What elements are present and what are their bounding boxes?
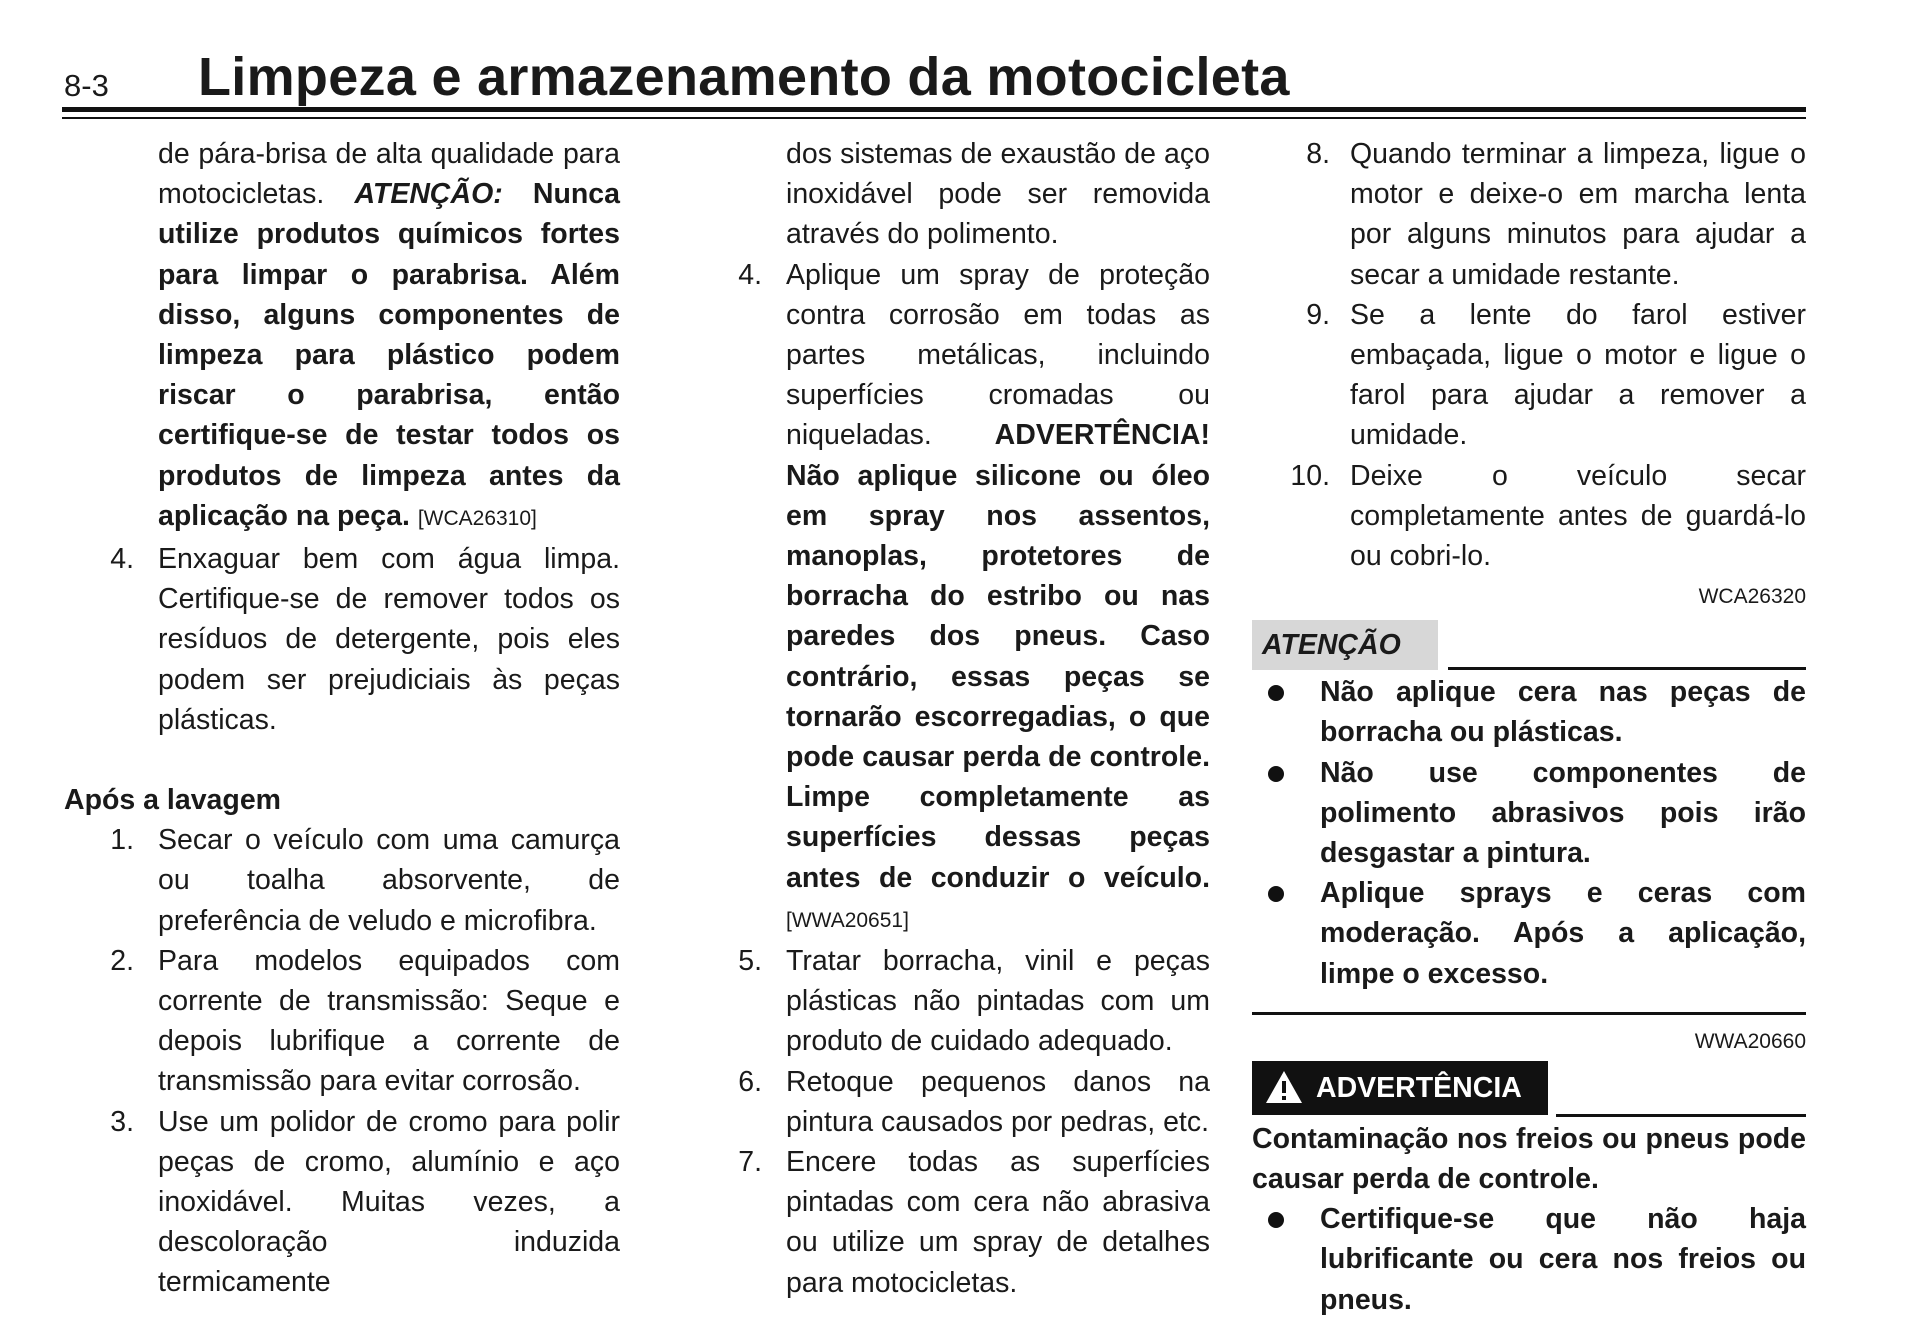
warning-code: [WWA20651]: [786, 908, 909, 932]
continued-text: de pára-brisa de alta qualidade para motocicletas.: [158, 138, 620, 211]
list-item-number: 1.: [110, 824, 134, 857]
list-item-text: Retoque pequenos danos na pintura causados por pedras, etc.: [786, 1065, 1210, 1138]
warning-bullet-text: Certifique-se que não haja lubrificante ou cera nos freios ou pneus.: [1320, 1203, 1806, 1316]
caution-bullet: [1252, 753, 1806, 874]
list-item: [1252, 295, 1806, 456]
column-middle: [692, 134, 1210, 1303]
warning-label-row: [1252, 1061, 1806, 1119]
attention-inline-text: Nunca utilize produtos químicos fortes para limpar o parabrisa. Além disso, alguns componentes de limpeza para plástico podem riscar o parabrisa, então certifique-se de testar todos os produtos de limpeza antes da aplicação na peça.: [158, 178, 620, 532]
list-item-text: Secar o veículo com uma camurça ou toalha absorvente, de preferência de veludo e microfibra.: [158, 824, 620, 937]
header-rule-thin: [62, 117, 1806, 119]
list-item-number: 4.: [110, 543, 134, 576]
list-item: [692, 1062, 1210, 1142]
list-item-text: Use um polidor de cromo para polir peças de cromo, alumínio e aço inoxidável. Muitas vezes, a descoloração induzida termicamente: [158, 1105, 620, 1299]
list-item-number: 5.: [738, 945, 762, 978]
warning-label: [1252, 1061, 1548, 1115]
continued-paragraph: [692, 134, 1210, 255]
warning-code: WWA20660: [1694, 1029, 1806, 1053]
warning-label-text: ADVERTÊNCIA: [1316, 1071, 1522, 1104]
attention-code: [WCA26310]: [417, 506, 537, 530]
list-item: [64, 1102, 620, 1303]
list-item-number: 6.: [738, 1065, 762, 1098]
section-heading: Após a lavagem: [64, 784, 282, 817]
list-item-number: 4.: [738, 258, 762, 291]
caution-code: WCA26320: [1698, 585, 1806, 609]
list-item-number: 9.: [1306, 298, 1330, 331]
column-left: [64, 134, 620, 1303]
list-item: [64, 941, 620, 1102]
page-title: Limpeza e armazenamento da motocicleta: [198, 47, 1290, 107]
page-number: 8-3: [64, 68, 109, 103]
list-item-text: Para modelos equipados com corrente de transmissão: Seque e depois lubrifique a corrente de transmissão para evitar corrosão.: [158, 944, 620, 1098]
list-item: [64, 539, 620, 740]
list-item-text: Enxaguar bem com água limpa. Certifique-se de remover todos os resíduos de detergente, pois eles podem ser prejudiciais às peças plásticas.: [158, 543, 620, 736]
list-item-number: 3.: [110, 1105, 134, 1138]
caution-separator: [1252, 1012, 1806, 1015]
continued-text: dos sistemas de exaustão de aço inoxidável pode ser removida através do polimento.: [786, 138, 1210, 251]
list-item-number: 2.: [110, 944, 134, 977]
caution-bullet-text: Não use componentes de polimento abrasivos pois irão desgastar a pintura.: [1320, 756, 1806, 870]
header-rule-thick: [62, 107, 1806, 112]
list-item-text: Quando terminar a limpeza, ligue o motor e deixe-o em marcha lenta por alguns minutos para ajudar a secar a umidade restante.: [1350, 138, 1806, 291]
caution-label-row: [1252, 620, 1806, 672]
caution-bullet: [1252, 873, 1806, 994]
warning-inline-text: ADVERTÊNCIA! Não aplique silicone ou óleo em spray nos assentos, manoplas, protetores de borracha do estribo ou nas paredes dos pneus. Caso contrário, essas peças se tornarão escorregadias, o que pode causar perda de controle. Limpe completamente as superfícies dessas peças antes de conduzir o veículo.: [786, 419, 1210, 894]
list-item-number: 7.: [738, 1146, 762, 1179]
list-item-text: Deixe o veículo secar completamente antes de guardá-lo ou cobri-lo.: [1350, 459, 1806, 573]
list-item: [692, 255, 1210, 941]
list-item: [1252, 134, 1806, 295]
column-right: [1252, 134, 1806, 1320]
list-item-text: Se a lente do farol estiver embaçada, ligue o motor e ligue o farol para ajudar a remover a umidade.: [1350, 298, 1806, 452]
caution-label-line: [1448, 667, 1806, 670]
list-item-number: 8.: [1306, 138, 1330, 170]
caution-bullet: [1252, 672, 1806, 752]
continued-paragraph: [64, 134, 620, 539]
list-item-text: Encere todas as superfícies pintadas com cera não abrasiva ou utilize um spray de detalhes para motocicletas.: [786, 1146, 1210, 1299]
list-item-text: Tratar borracha, vinil e peças plásticas não pintadas com um produto de cuidado adequado.: [786, 945, 1210, 1058]
bullet-dot: [1268, 886, 1284, 902]
caution-label: ATENÇÃO: [1252, 620, 1438, 670]
bullet-dot: [1268, 1212, 1284, 1228]
attention-inline-label: ATENÇÃO:: [354, 178, 503, 211]
caution-bullet-text: Não aplique cera nas peças de borracha ou plásticas.: [1320, 676, 1806, 749]
list-item: [1252, 456, 1806, 577]
list-item: [692, 1142, 1210, 1303]
caution-bullet-text: Aplique sprays e ceras com moderação. Após a aplicação, limpe o excesso.: [1320, 877, 1806, 990]
list-item-number: 10.: [1290, 459, 1330, 492]
list-item: [692, 941, 1210, 1062]
warning-label-line: [1556, 1114, 1806, 1117]
bullet-dot: [1268, 766, 1284, 782]
warning-intro: Contaminação nos freios ou pneus pode causar perda de controle.: [1252, 1122, 1806, 1196]
list-item: [64, 820, 620, 941]
bullet-dot: [1268, 685, 1284, 701]
warning-bullet: [1252, 1199, 1806, 1320]
list-item-text: Aplique um spray de proteção contra corrosão em todas as partes metálicas, incluindo superfícies cromadas ou niqueladas.: [786, 258, 1210, 452]
warning-triangle-icon: [1264, 1069, 1304, 1123]
